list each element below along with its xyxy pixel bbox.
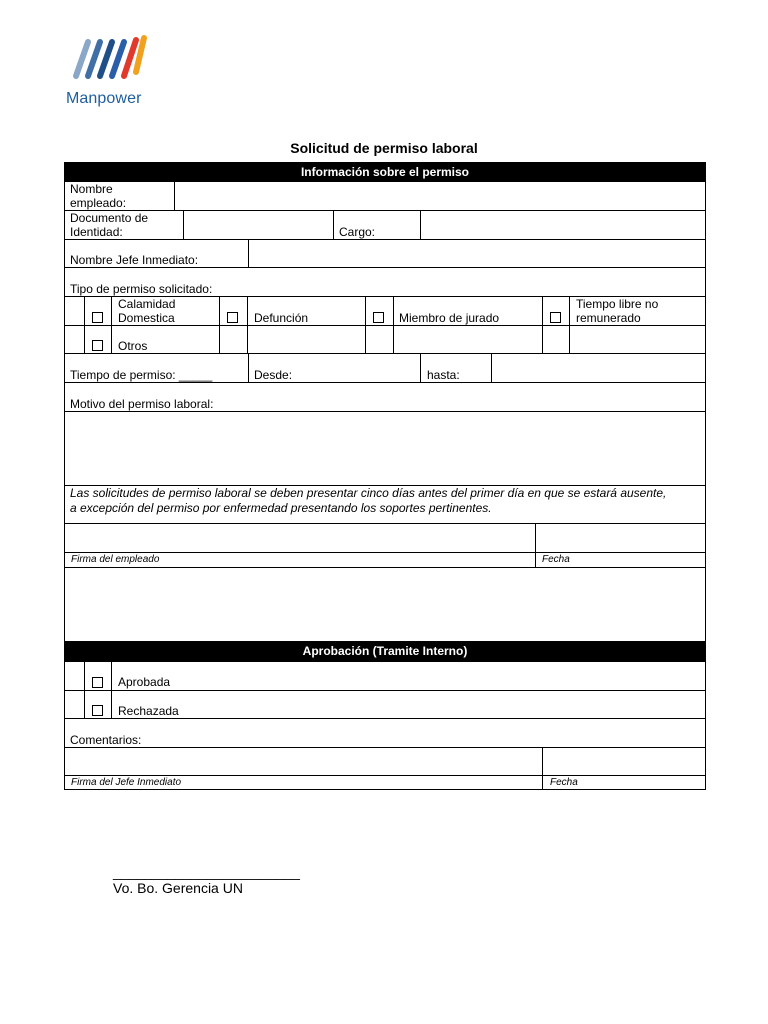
- comments-label: Comentarios:: [70, 733, 142, 747]
- calamidad-checkbox[interactable]: [92, 312, 103, 323]
- id-label: Documento de Identidad:: [70, 211, 149, 239]
- approved-label: Aprobada: [118, 675, 171, 689]
- option-tiempo-libre: Tiempo libre no remunerado: [576, 297, 659, 325]
- manpower-logo: [66, 32, 166, 112]
- boss-name-label: Nombre Jefe Inmediato:: [70, 253, 199, 267]
- approved-checkbox[interactable]: [92, 677, 103, 688]
- signoff-line: ________________________: [113, 864, 300, 880]
- date-label-2: Fecha: [550, 777, 578, 788]
- notice-text: Las solicitudes de permiso laboral se deben presentar cinco días antes del primer día en que se estará ausente, a excepción del permiso por enfermedad presentando los soportes pertinentes.: [70, 486, 667, 515]
- signoff-label: Vo. Bo. Gerencia UN: [113, 880, 243, 896]
- section-info-header: Información sobre el permiso: [64, 162, 706, 182]
- otros-checkbox[interactable]: [92, 340, 103, 351]
- to-label: hasta:: [427, 368, 460, 382]
- option-jurado: Miembro de jurado: [399, 311, 500, 325]
- manpower-logo-mark: [66, 32, 166, 90]
- jurado-checkbox[interactable]: [373, 312, 384, 323]
- rejected-checkbox[interactable]: [92, 705, 103, 716]
- option-calamidad: Calamidad Domestica: [118, 297, 176, 325]
- option-otros: Otros: [118, 339, 148, 353]
- tiempo-libre-checkbox[interactable]: [550, 312, 561, 323]
- date-label-1: Fecha: [542, 554, 570, 565]
- option-defuncion: Defunción: [254, 311, 309, 325]
- boss-signature-label: Firma del Jefe Inmediato: [71, 777, 182, 788]
- rejected-label: Rechazada: [118, 704, 179, 718]
- manpower-wordmark: Manpower: [66, 90, 142, 107]
- defuncion-checkbox[interactable]: [227, 312, 238, 323]
- employee-name-label: Nombre empleado:: [70, 182, 127, 210]
- reason-label: Motivo del permiso laboral:: [70, 397, 214, 411]
- section-approval-header: Aprobación (Tramite Interno): [64, 641, 706, 662]
- from-label: Desde:: [254, 368, 293, 382]
- employee-signature-label: Firma del empleado: [71, 554, 160, 565]
- position-label: Cargo:: [339, 225, 376, 239]
- permit-type-label: Tipo de permiso solicitado:: [70, 282, 213, 296]
- form-title: Solicitud de permiso laboral: [290, 140, 478, 156]
- time-label: Tiempo de permiso: _____: [70, 368, 213, 382]
